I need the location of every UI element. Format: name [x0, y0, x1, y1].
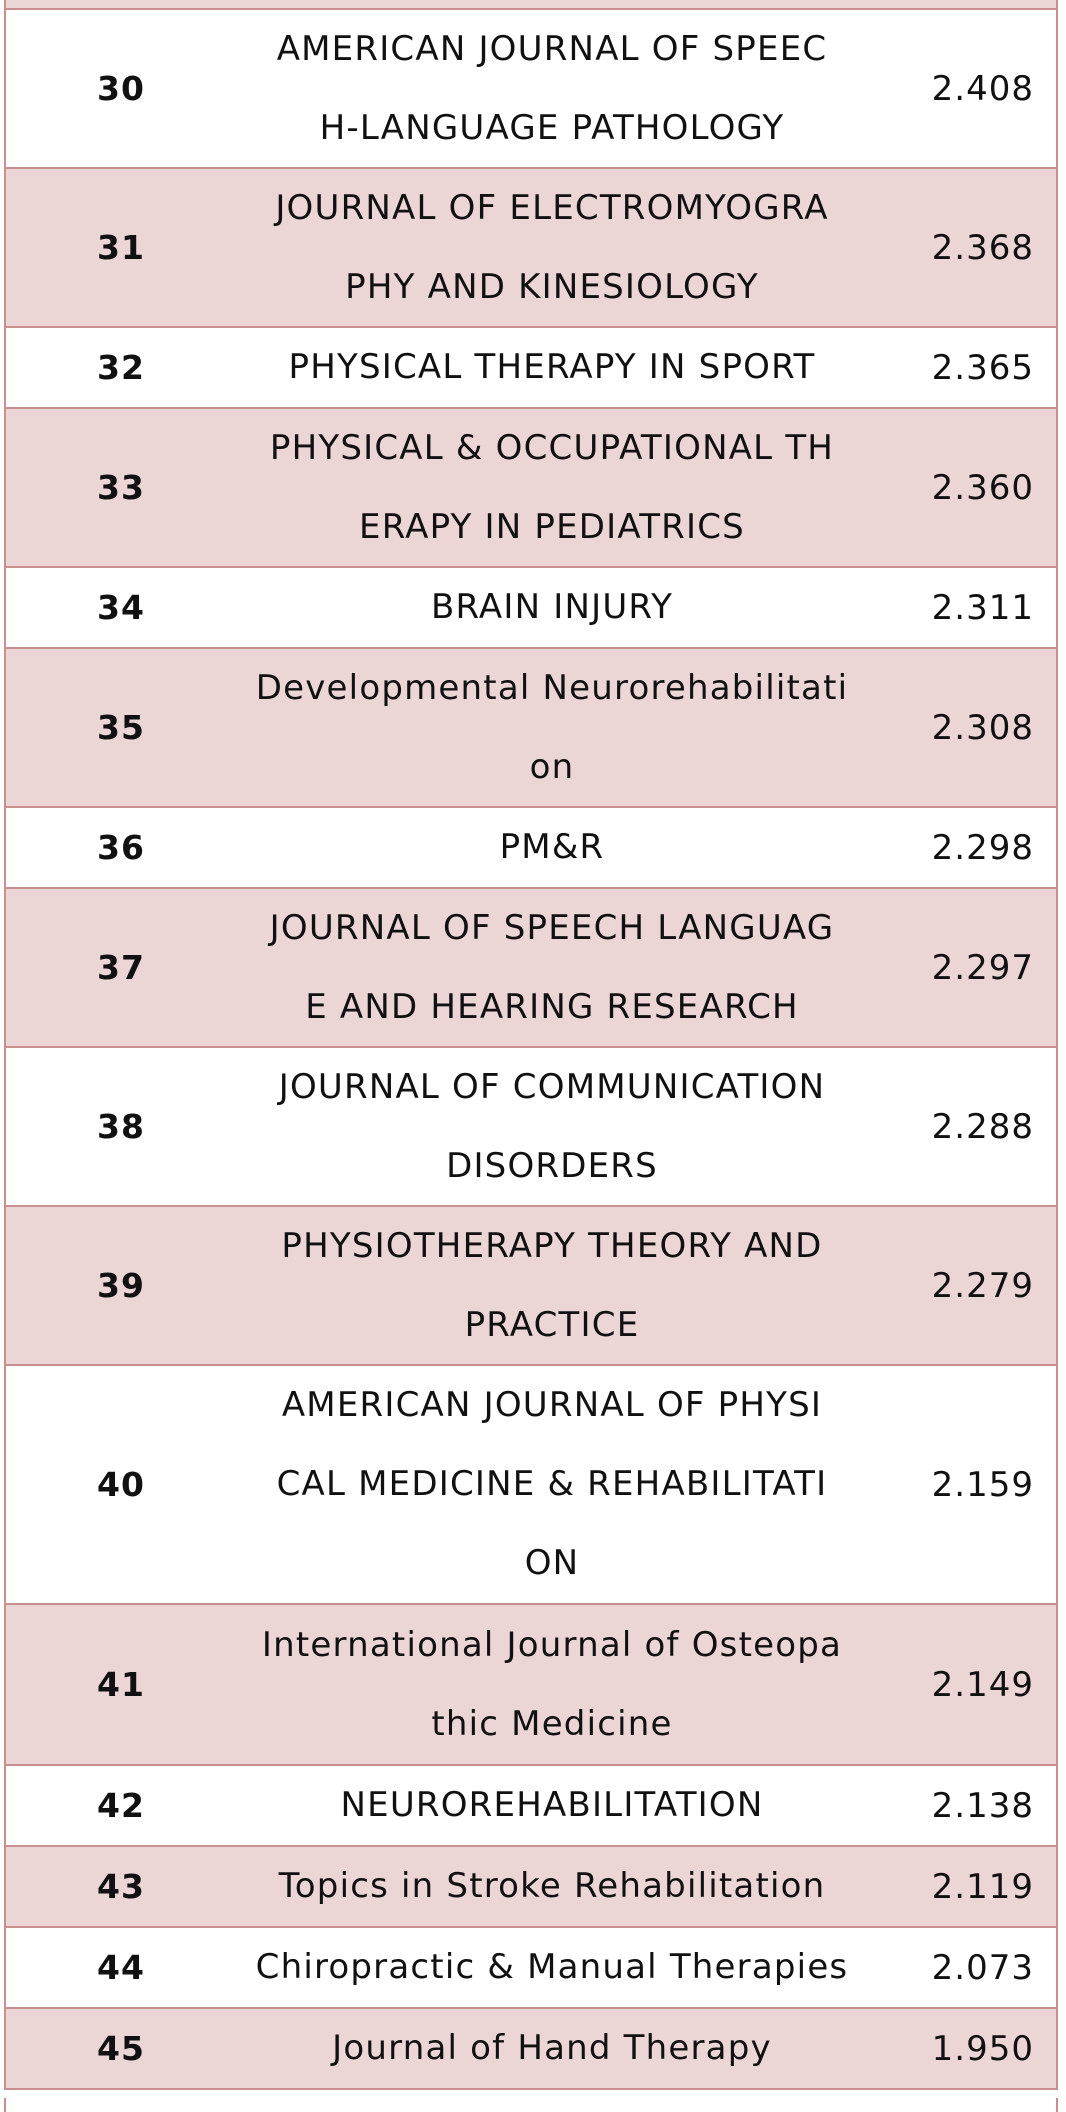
journal-name-cell: JOURNAL OF ELECTROMYOGRA PHY AND KINESIOLOGY — [275, 187, 829, 307]
rank-cell: 40 — [97, 1465, 145, 1504]
rank-cell: 42 — [97, 1786, 145, 1825]
impact-factor-cell: 2.073 — [931, 1947, 1034, 1988]
rank-cell: 32 — [97, 348, 145, 387]
table-row — [6, 169, 1056, 328]
journal-name-cell: AMERICAN JOURNAL OF PHYSI CAL MEDICINE & REHABILITATI ON — [276, 1385, 828, 1583]
rank-cell: 45 — [97, 2029, 145, 2068]
journal-name-cell: Developmental Neurorehabilitati on — [255, 667, 849, 787]
rank-cell: 34 — [97, 588, 145, 627]
rank-cell: 31 — [97, 228, 145, 267]
table-row — [6, 2009, 1056, 2090]
journal-name-cell: International Journal of Osteopa thic Medicine — [261, 1624, 843, 1744]
table-row — [6, 409, 1056, 568]
journal-name-cell: PM&R — [499, 827, 605, 867]
journal-name-cell: Topics in Stroke Rehabilitation — [278, 1866, 826, 1906]
table-row — [6, 1605, 1056, 1766]
impact-factor-cell: 2.408 — [931, 68, 1034, 109]
table-row — [6, 808, 1056, 889]
impact-factor-cell: 2.365 — [931, 347, 1034, 388]
impact-factor-cell: 2.119 — [931, 1866, 1034, 1907]
rank-cell: 44 — [97, 1948, 145, 1987]
journal-table — [4, 10, 1058, 2090]
table-row — [6, 1847, 1056, 1928]
impact-factor-cell: 2.311 — [931, 587, 1034, 628]
table-row — [6, 568, 1056, 649]
rank-cell: 38 — [97, 1107, 145, 1146]
rank-cell: 33 — [97, 468, 145, 507]
previous-row-edge — [4, 0, 1058, 10]
impact-factor-cell: 2.298 — [931, 827, 1034, 868]
impact-factor-cell: 2.279 — [931, 1265, 1034, 1306]
table-row — [6, 10, 1056, 169]
rank-cell: 30 — [97, 69, 145, 108]
table-row — [6, 1366, 1056, 1605]
journal-name-cell: JOURNAL OF SPEECH LANGUAG E AND HEARING RESEARCH — [269, 907, 835, 1027]
rank-cell: 43 — [97, 1867, 145, 1906]
rank-cell: 39 — [97, 1266, 145, 1305]
rank-cell: 35 — [97, 708, 145, 747]
journal-name-cell: PHYSIOTHERAPY THEORY AND PRACTICE — [281, 1225, 823, 1345]
impact-factor-cell: 2.149 — [931, 1664, 1034, 1705]
next-row-edge — [4, 2098, 1058, 2112]
impact-factor-cell: 1.950 — [931, 2028, 1034, 2069]
table-row — [6, 328, 1056, 409]
journal-name-cell: JOURNAL OF COMMUNICATION DISORDERS — [278, 1066, 826, 1186]
impact-factor-cell: 2.360 — [931, 467, 1034, 508]
impact-factor-cell: 2.159 — [931, 1464, 1034, 1505]
impact-factor-cell: 2.138 — [931, 1785, 1034, 1826]
journal-name-cell: Journal of Hand Therapy — [332, 2028, 772, 2068]
table-row — [6, 1048, 1056, 1207]
table-row — [6, 1766, 1056, 1847]
impact-factor-cell: 2.297 — [931, 947, 1034, 988]
impact-factor-cell: 2.368 — [931, 227, 1034, 268]
table-row — [6, 649, 1056, 808]
table-row — [6, 1207, 1056, 1366]
table-row — [6, 1928, 1056, 2009]
journal-name-cell: Chiropractic & Manual Therapies — [255, 1947, 849, 1987]
journal-name-cell: BRAIN INJURY — [430, 587, 674, 627]
impact-factor-cell: 2.288 — [931, 1106, 1034, 1147]
journal-name-cell: AMERICAN JOURNAL OF SPEEC H-LANGUAGE PATHOLOGY — [276, 28, 828, 148]
table-row — [6, 889, 1056, 1048]
journal-name-cell: PHYSICAL THERAPY IN SPORT — [288, 347, 816, 387]
rank-cell: 41 — [97, 1665, 145, 1704]
journal-name-cell: NEUROREHABILITATION — [340, 1785, 764, 1825]
impact-factor-cell: 2.308 — [931, 707, 1034, 748]
rank-cell: 37 — [97, 948, 145, 987]
journal-name-cell: PHYSICAL & OCCUPATIONAL TH ERAPY IN PEDIATRICS — [269, 427, 835, 547]
rank-cell: 36 — [97, 828, 145, 867]
